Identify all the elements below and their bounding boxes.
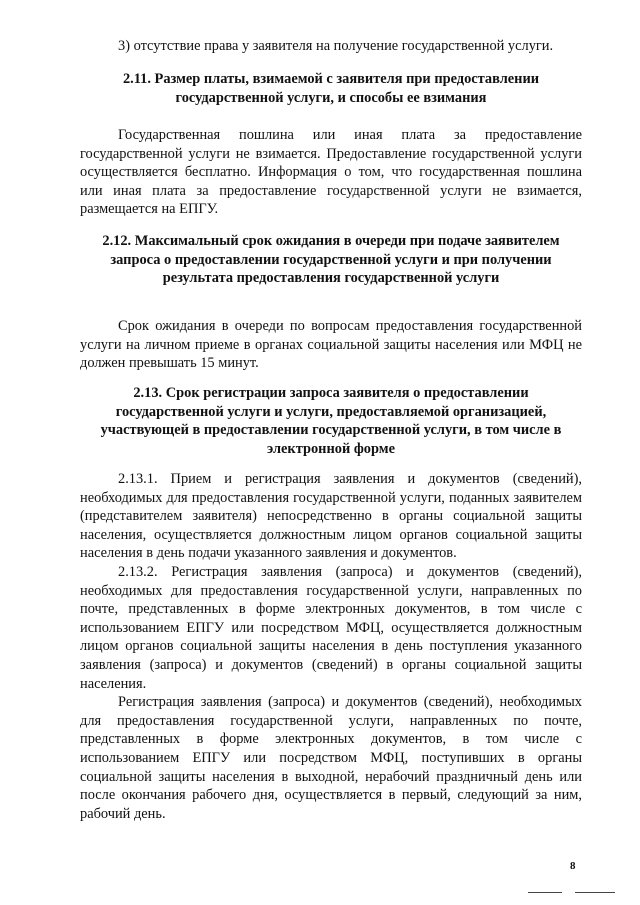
section-2-11-paragraph: Государственная пошлина или иная плата за предоставление государственной услуги не взимается. Предоставление государственной услуги осуществляется бесплатно. Информация о том, что государственная пошлина или иная плата за предоставление государственной услуги не взимается, размещается на ЕПГУ. [80,127,582,218]
footer-rule-right [575,892,615,893]
section-2-13-1-paragraph: 2.13.1. Прием и регистрация заявления и документов (сведений), необходимых для предоставления государственной услуги, поданных заявителем (представителем заявителя) непосредственно в органы социальной защиты населения, осуществляется должностным лицом органов социальной защиты населения в день подачи указанного заявления и документов. [80,471,582,562]
section-2-11-heading: 2.11. Размер платы, взимаемой с заявителя при предоставлении государственной услуги, и способы ее взимания [122,71,540,106]
section-2-12-paragraph: Срок ожидания в очереди по вопросам предоставления государственной услуги на личном приеме в органах социальной защиты населения или МФЦ не должен превышать 15 минут. [80,318,582,372]
footer-rule-left [528,892,562,893]
section-2-13-registration-paragraph: Регистрация заявления (запроса) и документов (сведений), необходимых для предоставления государственной услуги, направленных по почте, представленных в форме электронных документов, в том числе с использованием ЕПГУ или посредством МФЦ, поступивших в органы социальной защиты населения в выходной, нерабочий праздничный день или после окончания рабочего дня, осуществляется в первый, следующий за ним, рабочий день. [80,694,582,822]
page-number: 8 [570,860,576,872]
intro-list-item: 3) отсутствие права у заявителя на получение государственной услуги. [118,38,554,54]
section-2-11-body [80,126,582,219]
section-2-13-heading: 2.13. Срок регистрации запроса заявителя о предоставлении государственной услуги и услуги, предоставляемой организацией, участвующей в предоставлении государственной услуги, в том числе в электронной форме [100,385,562,457]
section-2-13-2-paragraph: 2.13.2. Регистрация заявления (запроса) и документов (сведений), необходимых для предоставления государственной услуги, направленных по почте, представленных в форме электронных документов, в том числе с использованием ЕПГУ или посредством МФЦ, осуществляется должностным лицом органов социальной защиты населения в день поступления указанного заявления (запроса) и документов (сведений) в органы социальной защиты населения. [80,563,582,692]
section-2-13-body [80,470,582,823]
section-2-12-body [80,317,582,373]
section-2-12-heading: 2.12. Максимальный срок ожидания в очереди при подаче заявителем запроса о предоставлении государственной услуги и при получении результата предоставления государственной услуги [102,233,560,287]
